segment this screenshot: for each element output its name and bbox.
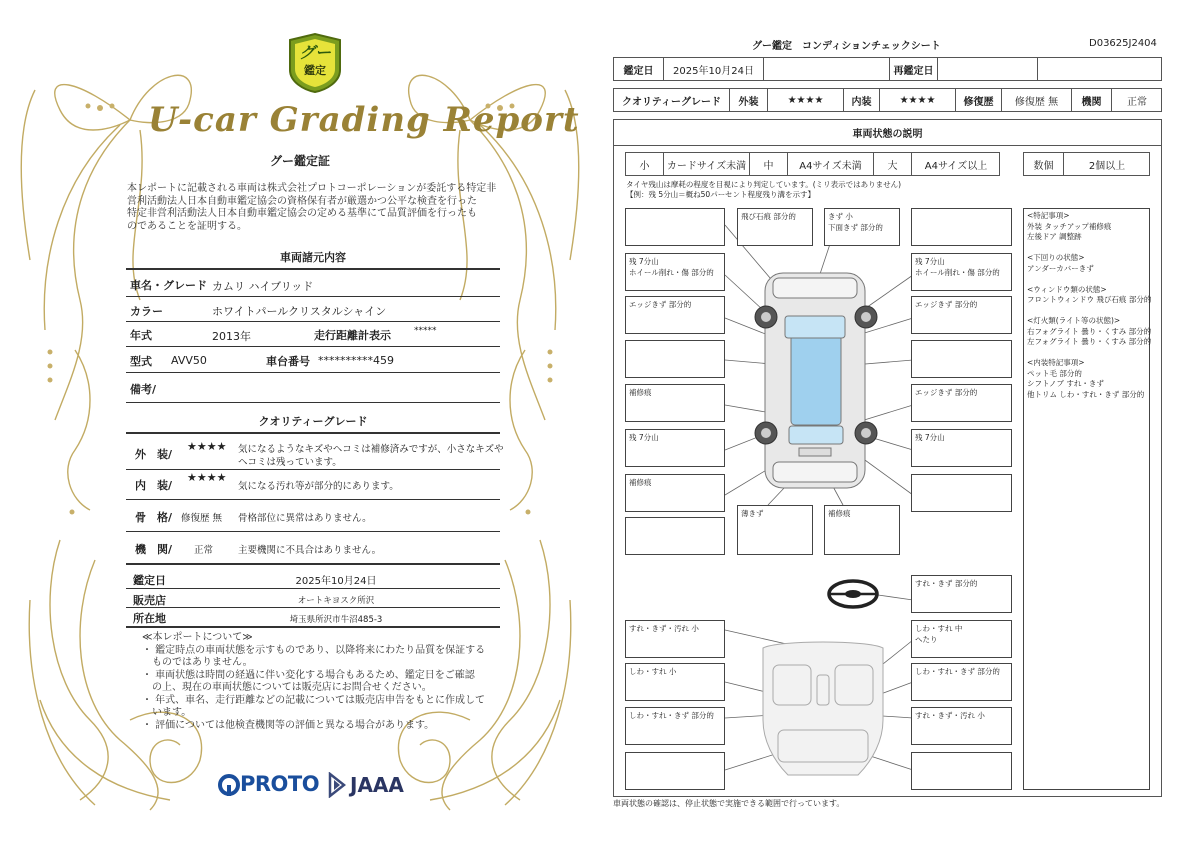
location-label: 所在地	[133, 612, 166, 625]
comment-box-right-mid	[911, 340, 1012, 378]
int-value: ★★★★	[880, 89, 956, 111]
location-value: 埼玉県所沢市牛沼485-3	[289, 615, 383, 625]
quality-heading: クオリティーグレード	[258, 415, 368, 428]
status-heading: 車両状態の説明	[852, 129, 923, 140]
vehicle-name-label: 車名・グレード	[130, 279, 207, 292]
report-script-title: U-car Grading Report	[148, 100, 580, 140]
comment-box-rear-left-interior	[625, 752, 725, 790]
color-value: ホワイトパールクリスタルシャイン	[212, 305, 387, 318]
special-notes-box: <特記事項> 外装 タッチアップ補修痕 左後ドア 調整跡 <下回りの状態> アンダーカバーきず <ウィンドウ類の状態> フロントウィンドウ 飛び石痕 部分的 <灯火類(ライト等の状態)> 右フォグライト 曇り・くすみ 部分的 左フォグライト 曇り・くすみ 部分的 <内装特記事項> ペット毛 部分的 シフトノブ すれ・きず 他トリム しわ・すれ・きず 部分的	[1023, 208, 1150, 790]
qg-label: クオリティーグレード	[614, 89, 730, 111]
redate-label: 再鑑定日	[890, 58, 938, 80]
chassis-value: **********459	[318, 354, 394, 367]
comment-box-rear-repair: 補修痕	[824, 505, 900, 555]
specs-heading: 車両諸元内容	[280, 251, 346, 264]
tire-note-1: タイヤ残山は摩耗の程度を目視により判定しています。(ミリ表示ではありません)	[626, 180, 902, 189]
frame-text: 骨格部位に異常はありません。	[238, 513, 372, 524]
divider	[126, 626, 500, 628]
comment-box-rear-right	[911, 474, 1012, 512]
comment-box-left-mid	[625, 340, 725, 378]
comment-box-front-stone: 飛び石痕 部分的	[737, 208, 813, 246]
interior-stars: ★★★★	[187, 471, 227, 484]
exterior-label: 外 装/	[135, 448, 173, 461]
date-label: 鑑定日	[614, 58, 664, 80]
date-value: 2025年10月24日	[664, 58, 764, 80]
divider	[126, 588, 500, 589]
comment-box-seat-rl: しわ・すれ・きず 部分的	[625, 707, 725, 745]
count-value: 2個以上	[1088, 160, 1126, 172]
count-label: 数個	[1024, 153, 1064, 175]
comment-box-rear-right-interior	[911, 752, 1012, 790]
model-value: AVV50	[171, 354, 207, 367]
divider	[126, 607, 500, 608]
appraisal-date-label: 鑑定日	[133, 574, 166, 587]
redate-value	[938, 58, 1038, 80]
ext-label: 外装	[730, 89, 768, 111]
divider	[126, 469, 500, 470]
about-report: ≪本レポートについて≫ ・ 鑑定時点の車両状態を示すものであり、以降将来にわたり品質を保証する ものではありません。 ・ 車両状態は時間の経過に伴い変化する場合もあるため、鑑定日をご確認 の上、現在の車両状態については販売店にお問合せください。 ・ 年式、車名、走行距離などの記載については販売店申告をもとに作成して います。 ・ 評価については他検査機関等の評価と異なる場合があります。	[142, 632, 502, 732]
badge-top-text: グー	[298, 43, 331, 62]
year-label: 年式	[130, 329, 152, 342]
engine-label: 機関	[1072, 89, 1112, 111]
empty-cell	[1038, 58, 1162, 80]
dealer-value: オートキヨスク所沢	[297, 596, 375, 606]
comment-box-front-right	[911, 208, 1012, 246]
divider	[126, 563, 500, 565]
comment-box-edge-right-rear: エッジきず 部分的	[911, 384, 1012, 422]
comment-box-front-left	[625, 208, 725, 246]
interior-text: 気になる汚れ等が部分的にあります。	[238, 481, 399, 492]
sheet-title: グー鑑定 コンディションチェックシート	[752, 41, 941, 52]
divider	[126, 372, 500, 373]
divider	[126, 432, 500, 434]
dealer-label: 販売店	[133, 594, 166, 607]
divider	[126, 268, 500, 270]
comment-box-tire-fr: 残 7分山 ホイール削れ・傷 部分的	[911, 253, 1012, 291]
legend-large-desc: A4サイズ以上	[924, 160, 988, 172]
comment-box-tire-rl: 残 7分山	[625, 429, 725, 467]
divider	[126, 499, 500, 500]
comment-box-edge-right: エッジきず 部分的	[911, 296, 1012, 334]
frame-value: 修復歴 無	[181, 513, 223, 524]
legend-large: 大	[874, 153, 912, 175]
repair-value: 修復歴 無	[1002, 89, 1072, 111]
grade-row	[613, 88, 1162, 112]
about-heading: ≪本レポートについて≫	[142, 632, 253, 643]
divider	[126, 402, 500, 403]
proto-logo: PROTO	[218, 772, 318, 798]
frame-label: 骨 格/	[135, 511, 173, 524]
vehicle-name-value: カムリ ハイブリッド	[212, 280, 314, 293]
divider	[613, 145, 1162, 146]
comment-box-tire-fl: 残 7分山 ホイール削れ・傷 部分的	[625, 253, 725, 291]
divider	[126, 321, 500, 322]
comment-box-repair-left-rear: 補修痕	[625, 474, 725, 512]
divider	[126, 296, 500, 297]
chassis-label: 車台番号	[266, 355, 310, 368]
size-legend	[625, 152, 1000, 176]
divider	[126, 531, 500, 532]
legend-medium: 中	[750, 153, 788, 175]
footer-note: 車両状態の確認は、停止状態で実施できる範囲で行っています。	[613, 799, 845, 808]
badge-bottom-text: 鑑定	[304, 64, 326, 77]
ext-value: ★★★★	[768, 89, 844, 111]
count-legend	[1023, 152, 1150, 176]
empty-cell	[764, 58, 890, 80]
exterior-text-2: ヘコミは残っています。	[238, 457, 342, 468]
int-label: 内装	[844, 89, 880, 111]
jaaa-mark-icon	[328, 772, 346, 798]
engine-value: 正常	[1127, 96, 1147, 108]
date-row	[613, 57, 1162, 81]
legend-small: 小	[626, 153, 664, 175]
comment-box-tire-rr: 残 7分山	[911, 429, 1012, 467]
comment-box-rear-light-scratch: 薄きず	[737, 505, 813, 555]
color-label: カラー	[130, 305, 163, 318]
comment-box-seat-fr: しわ・すれ 中 へたり	[911, 620, 1012, 658]
appraisal-date-value: 2025年10月24日	[295, 576, 377, 587]
sheet-id: D03625J2404	[1089, 38, 1157, 49]
legend-medium-desc: A4サイズ未満	[788, 153, 874, 175]
notes-label: 備考/	[130, 383, 157, 396]
proto-mark-icon	[218, 774, 240, 796]
comment-box-seat-rr: すれ・きず・汚れ 小	[911, 707, 1012, 745]
legend-small-desc: カードサイズ未満	[664, 153, 750, 175]
repair-label: 修復歴	[956, 89, 1002, 111]
exterior-stars: ★★★★	[187, 440, 227, 453]
engine-text: 主要機関に不具合はありません。	[238, 545, 382, 556]
mileage-value: *****	[414, 326, 437, 336]
divider	[126, 346, 500, 347]
tire-note-2: 【例：残 5分山＝概ね50パーセント程度残り溝を示す】	[626, 190, 816, 199]
comment-box-front-scratch: きず 小 下面きず 部分的	[824, 208, 900, 246]
certificate-intro: 本レポートに記載される車両は株式会社プロトコーポレーションが委託する特定非 営利活動法人日本自動車鑑定協会の資格保有者が厳選かつ公平な検査を行った 特定非営利活動法人日本自動車鑑定協会の定める基準にて品質評価を行ったも のであることを証明する。	[127, 183, 497, 232]
certificate-title: グー鑑定証	[269, 154, 330, 168]
comment-box-steering: すれ・きず 部分的	[911, 575, 1012, 613]
mileage-label: 走行距離計表示	[314, 329, 391, 342]
comment-box-seat-ml: しわ・すれ 小	[625, 663, 725, 701]
exterior-text-1: 気になるようなキズやヘコミは補修済みですが、小さなキズや	[238, 444, 504, 455]
interior-label: 内 装/	[135, 479, 173, 492]
goo-kantei-badge	[286, 32, 344, 94]
jaaa-logo: JAAA	[328, 772, 408, 798]
comment-box-edge-left: エッジきず 部分的	[625, 296, 725, 334]
year-value: 2013年	[212, 330, 251, 343]
comment-box-repair-left: 補修痕	[625, 384, 725, 422]
engine-value: 正常	[194, 545, 214, 556]
comment-box-seat-mr: しわ・すれ・きず 部分的	[911, 663, 1012, 701]
comment-box-rear-left	[625, 517, 725, 555]
engine-label: 機 関/	[135, 543, 173, 556]
model-label: 型式	[130, 355, 152, 368]
comment-box-seat-fl: すれ・きず・汚れ 小	[625, 620, 725, 658]
